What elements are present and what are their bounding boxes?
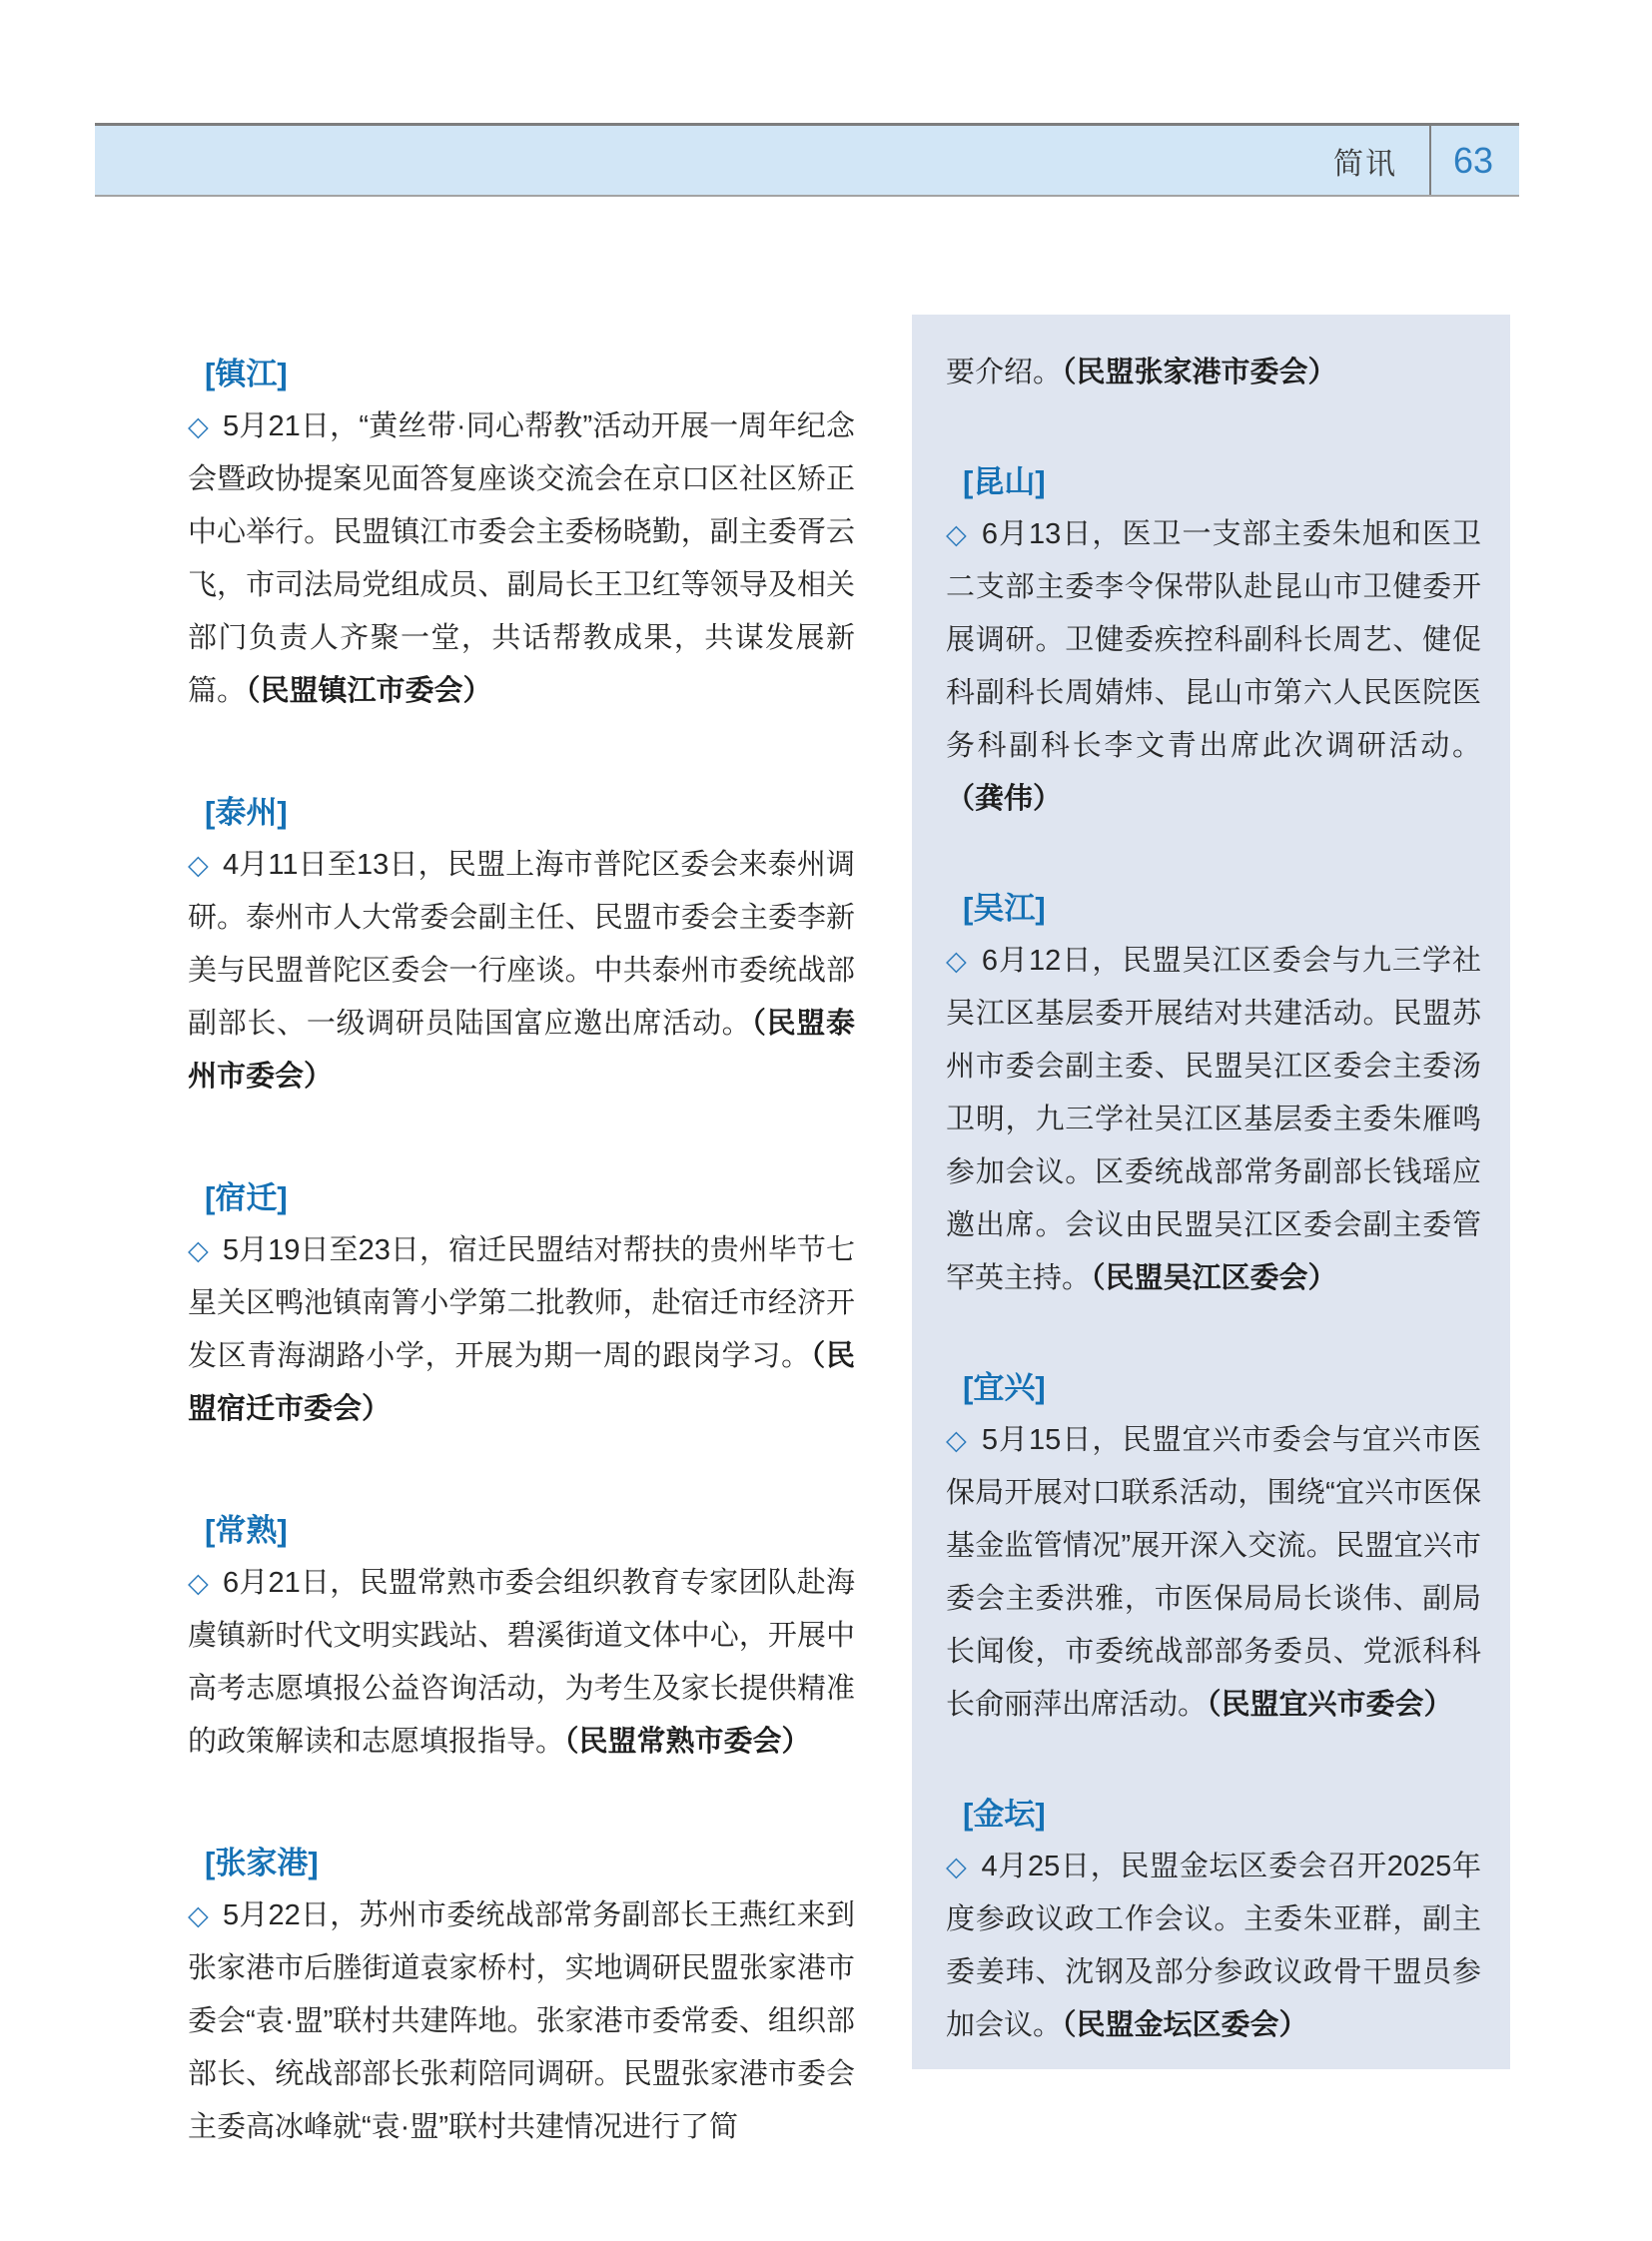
section-title: 简讯 <box>1332 147 1397 181</box>
section-body <box>946 1841 1481 2052</box>
section-body <box>188 1557 855 1769</box>
section-heading: [张家港] <box>205 1846 319 1880</box>
diamond-icon: ◇ <box>188 1235 209 1265</box>
body-text: 6月12日，民盟吴江区委会与九三学社吴江区基层委开展结对共建活动。民盟苏州市委会副主委、民盟吴江区委会主委汤卫明，九三学社吴江区基层委主委朱雁鸣参加会议。区委统战部常务副部长钱瑶应邀出席。会议由民盟吴江区委会副主委管罕英主持。 <box>946 945 1482 1294</box>
running-head <box>95 123 1519 197</box>
section-body <box>188 1224 855 1436</box>
news-section-wujiang <box>946 882 1481 1305</box>
attribution: （民盟宿迁市委会） <box>188 1340 855 1425</box>
section-body <box>188 839 855 1104</box>
news-section-zhangjiagang <box>188 1837 855 2154</box>
body-text: 要介绍。 <box>946 357 1063 388</box>
section-body <box>946 508 1481 826</box>
right-column-panel <box>912 315 1510 2069</box>
body-text: 6月13日，医卫一支部主委朱旭和医卫二支部主委李令保带队赴昆山市卫健委开展调研。卫健委疾控科副科长周艺、健促科副科长周婧炜、昆山市第六人民医院医务科副科长李文青出席此次调研活动。 <box>946 518 1482 762</box>
body-text: 5月21日，“黄丝带·同心帮教”活动开展一周年纪念会暨政协提案见面答复座谈交流会在京口区社区矫正中心举行。民盟镇江市委会主委杨晓勤，副主委胥云飞，市司法局党组成员、副局长王卫红等领导及相关部门负责人齐聚一堂，共话帮教成果，共谋发展新篇。 <box>188 410 855 707</box>
header-divider <box>1429 126 1431 195</box>
body-text: 4月25日，民盟金坛区委会召开2025年度参政议政工作会议。主委朱亚群，副主委姜玮、沈钢及部分参政议政骨干盟员参加会议。 <box>946 1851 1482 2041</box>
section-heading: [昆山] <box>963 464 1046 499</box>
news-section-taizhou <box>188 786 855 1104</box>
section-heading: [宜兴] <box>963 1370 1046 1405</box>
body-text: 5月22日，苏州市委统战部常务副部长王燕红来到张家港市后塍街道袁家桥村，实地调研民盟张家港市委会“袁·盟”联村共建阵地。张家港市委常委、组织部部长、统战部部长张莉陪同调研。民盟张家港市委会主委高冰峰就“袁·盟”联村共建情况进行了简 <box>188 1899 855 2143</box>
body-text: 6月21日，民盟常熟市委会组织教育专家团队赴海虞镇新时代文明实践站、碧溪街道文体中心，开展中高考志愿填报公益咨询活动，为考生及家长提供精准的政策解读和志愿填报指导。 <box>188 1567 855 1758</box>
body-text: 5月15日，民盟宜兴市委会与宜兴市医保局开展对口联系活动，围绕“宜兴市医保基金监管情况”展开深入交流。民盟宜兴市委会主委洪雅，市医保局局长谈伟、副局长闻俊，市委统战部部务委员、党派科科长俞丽萍出席活动。 <box>946 1424 1482 1721</box>
section-body <box>188 1889 855 2154</box>
section-body <box>188 400 855 718</box>
section-heading: [宿迁] <box>205 1180 288 1215</box>
news-section-zhenjiang <box>188 348 855 718</box>
attribution: （民盟宜兴市委会） <box>1207 1689 1453 1721</box>
diamond-icon: ◇ <box>188 850 209 880</box>
diamond-icon: ◇ <box>946 519 968 549</box>
body-text: 4月11日至13日，民盟上海市普陀区委会来泰州调研。泰州市人大常委会副主任、民盟市委会主委李新美与民盟普陀区委会一行座谈。中共泰州市委统战部副部长、一级调研员陆国富应邀出席活动。 <box>188 849 855 1040</box>
section-heading: [镇江] <box>205 357 288 391</box>
section-heading: [吴江] <box>963 891 1046 926</box>
attribution: （民盟吴江区委会） <box>1091 1262 1337 1294</box>
zhangjiagang-continuation <box>946 347 1481 399</box>
diamond-icon: ◇ <box>946 946 968 976</box>
news-section-jintan <box>946 1788 1481 2052</box>
section-heading: [金坛] <box>963 1797 1046 1832</box>
page-number: 63 <box>1452 139 1493 181</box>
diamond-icon: ◇ <box>188 411 209 441</box>
attribution: （民盟常熟市委会） <box>564 1726 811 1758</box>
left-column <box>188 348 855 2154</box>
attribution: （民盟张家港市委会） <box>1062 357 1337 388</box>
attribution: （民盟镇江市委会） <box>246 675 492 707</box>
section-body <box>946 935 1481 1305</box>
news-section-kunshan <box>946 455 1481 826</box>
diamond-icon: ◇ <box>188 1900 209 1930</box>
attribution: （民盟金坛区委会） <box>1062 2009 1308 2041</box>
attribution: （民盟泰州市委会） <box>188 1008 855 1093</box>
attribution: （龚伟） <box>946 783 1063 815</box>
diamond-icon: ◇ <box>946 1425 968 1455</box>
diamond-icon: ◇ <box>188 1568 209 1598</box>
news-section-yixing <box>946 1361 1481 1732</box>
section-heading: [常熟] <box>205 1513 288 1548</box>
section-heading: [泰州] <box>205 795 288 830</box>
news-section-suqian <box>188 1171 855 1436</box>
news-section-changshu <box>188 1504 855 1769</box>
body-text: 5月19日至23日，宿迁民盟结对帮扶的贵州毕节七星关区鸭池镇南箐小学第二批教师，赴宿迁市经济开发区青海湖路小学，开展为期一周的跟岗学习。 <box>188 1234 855 1372</box>
diamond-icon: ◇ <box>946 1852 968 1881</box>
section-body <box>946 1414 1481 1732</box>
